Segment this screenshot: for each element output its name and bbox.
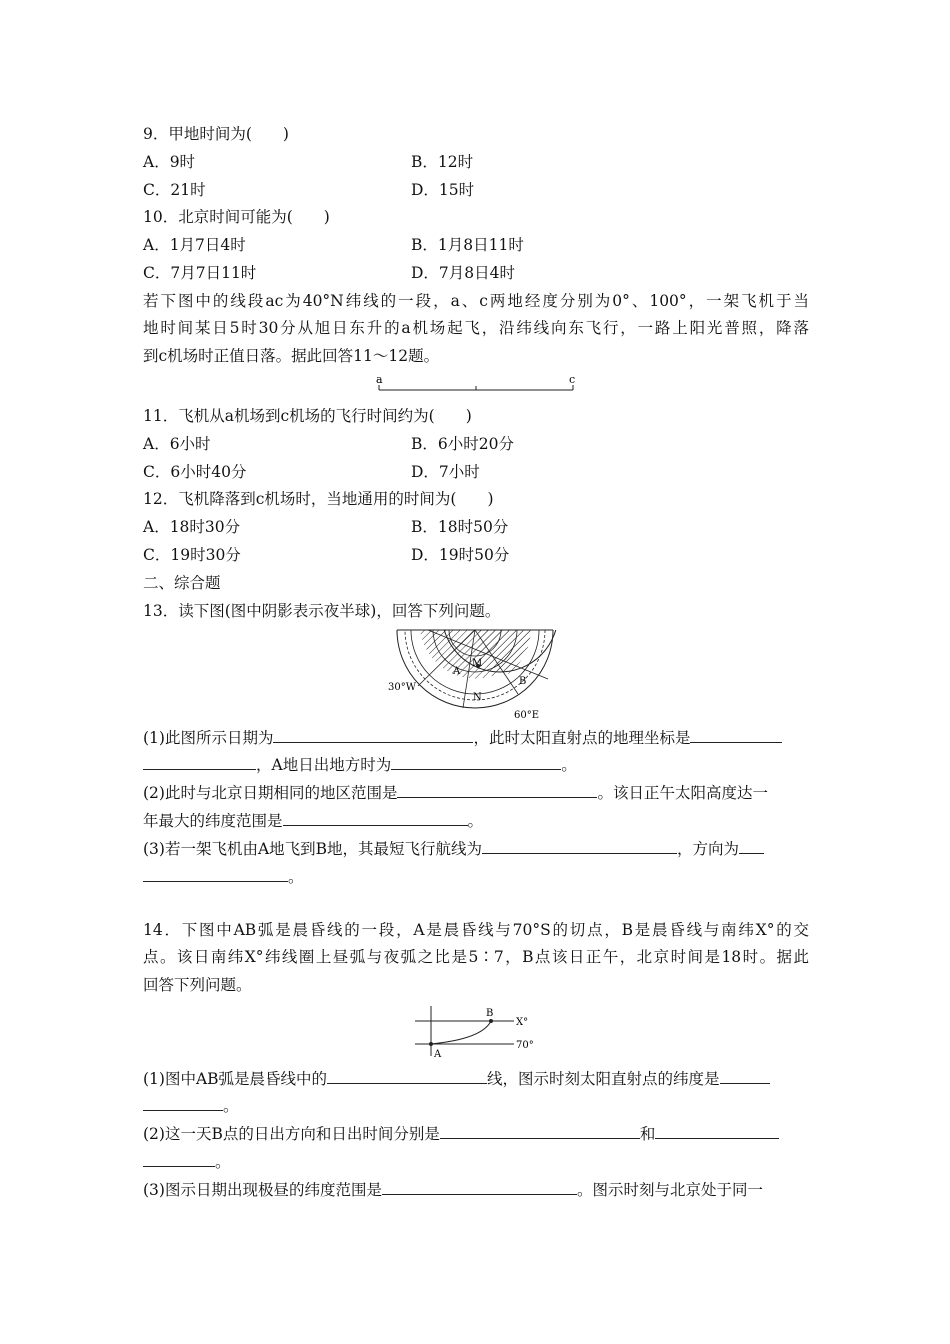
figure-q14-terminator bbox=[410, 1005, 545, 1061]
q13-p2-text-c: 年最大的纬度范围是 bbox=[143, 812, 283, 830]
q13-p3-text-b: ，方向为 bbox=[677, 840, 740, 858]
q12-options-row2 bbox=[143, 545, 510, 565]
q10-options-row2 bbox=[143, 263, 516, 283]
q11-stem: 11．飞机从a机场到c机场的飞行时间约为( ) bbox=[143, 407, 472, 425]
q9-option-b: B．12时 bbox=[411, 153, 474, 171]
q11-option-c: C．6小时40分 bbox=[143, 463, 247, 481]
q13-fig-label-30w: 30°W bbox=[388, 682, 417, 693]
q14-p2-blank-time[interactable] bbox=[655, 1123, 779, 1139]
q13-p3-line2 bbox=[143, 866, 304, 887]
q13-stem: 13．读下图(图中阴影表示夜半球)，回答下列问题。 bbox=[143, 602, 501, 620]
q13-p1-line1 bbox=[143, 727, 782, 748]
figure-q13-polar-view bbox=[388, 624, 563, 724]
q10-stem: 10．北京时间可能为( ) bbox=[143, 208, 330, 226]
q14-fig-label-a: A bbox=[434, 1049, 442, 1060]
intro-line-3: 到c机场时正值日落。据此回答11～12题。 bbox=[143, 347, 440, 365]
q14-p2-text-c: 。 bbox=[215, 1153, 231, 1171]
q12-option-b: B．18时50分 bbox=[411, 518, 509, 536]
intro-line-1: 若下图中的线段ac为40°N纬线的一段，a、c两地经度分别为0°、100°，一架飞机于当 bbox=[143, 292, 809, 310]
q11-option-a: A．6小时 bbox=[143, 435, 211, 453]
q13-p2-blank-range[interactable] bbox=[397, 782, 597, 798]
q14-p3-text-a: (3)图示日期出现极昼的纬度范围是 bbox=[143, 1181, 382, 1199]
q13-p1-blank-sunrise[interactable] bbox=[391, 754, 561, 770]
q9-option-d: D．15时 bbox=[411, 181, 475, 199]
intro-line-2: 地时间某日5时30分从旭日东升的a机场起飞，沿纬线向东飞行，一路上阳光普照，降落 bbox=[143, 319, 809, 337]
q10-option-b: B．1月8日11时 bbox=[411, 236, 524, 254]
q13-p1-blank-date[interactable] bbox=[273, 727, 473, 743]
q13-fig-label-a: A bbox=[453, 666, 461, 677]
q13-p1-text-b: ，此时太阳直射点的地理坐标是 bbox=[473, 729, 691, 747]
q9-option-a: A．9时 bbox=[143, 153, 196, 171]
q10-option-a: A．1月7日4时 bbox=[143, 236, 246, 254]
q13-p3-line1 bbox=[143, 838, 764, 859]
figure-ac-label-c: c bbox=[569, 373, 576, 386]
q14-fig-label-b: B bbox=[486, 1008, 494, 1019]
q14-p1-text-a: (1)图中AB弧是晨昏线中的 bbox=[143, 1070, 328, 1088]
q13-p3-text-a: (3)若一架飞机由A地飞到B地，其最短飞行航线为 bbox=[143, 840, 483, 858]
q14-p2-blank-direction[interactable] bbox=[440, 1123, 640, 1139]
q11-option-b: B．6小时20分 bbox=[411, 435, 514, 453]
q13-p1-line2 bbox=[143, 754, 577, 775]
q14-p1-text-b: 线，图示时刻太阳直射点的纬度是 bbox=[487, 1070, 720, 1088]
q14-stem-line3: 回答下列问题。 bbox=[143, 976, 252, 994]
q10-option-c: C．7月7日11时 bbox=[143, 264, 257, 282]
q11-option-d: D．7小时 bbox=[411, 463, 480, 481]
q13-fig-label-n: N bbox=[473, 692, 482, 703]
q13-p2-line1 bbox=[143, 782, 768, 803]
q14-p2-blank-time-cont[interactable] bbox=[143, 1151, 215, 1167]
q9-options-row2 bbox=[143, 180, 475, 200]
q14-stem-line1: 14．下图中AB弧是晨昏线的一段，A是晨昏线与70°S的切点，B是晨昏线与南纬X°的交 bbox=[143, 921, 809, 939]
q14-p1-line1 bbox=[143, 1068, 770, 1089]
q13-fig-label-m: M bbox=[472, 658, 483, 669]
section-heading: 二、综合题 bbox=[143, 574, 221, 592]
q12-options-row1 bbox=[143, 517, 509, 537]
q13-p3-blank-direction-cont[interactable] bbox=[143, 866, 288, 882]
q14-p2-line1 bbox=[143, 1123, 779, 1144]
q12-option-a: A．18时30分 bbox=[143, 518, 241, 536]
q13-p3-blank-route[interactable] bbox=[482, 838, 677, 854]
q13-p1-text-d: 。 bbox=[561, 756, 577, 774]
q13-p2-text-a: (2)此时与北京日期相同的地区范围是 bbox=[143, 784, 398, 802]
q13-p1-text-a: (1)此图所示日期为 bbox=[143, 729, 274, 747]
q12-option-c: C．19时30分 bbox=[143, 546, 241, 564]
q14-p2-text-b: 和 bbox=[639, 1125, 656, 1143]
q12-stem: 12．飞机降落到c机场时，当地通用的时间为( ) bbox=[143, 490, 494, 508]
q13-p2-text-d: 。 bbox=[467, 812, 484, 830]
q14-p3-blank-range[interactable] bbox=[382, 1179, 577, 1195]
q14-p1-blank-lat-cont[interactable] bbox=[143, 1095, 223, 1111]
q14-p1-blank-line-type[interactable] bbox=[327, 1068, 487, 1084]
q13-p3-text-c: 。 bbox=[288, 868, 304, 886]
q14-p2-text-a: (2)这一天B点的日出方向和日出时间分别是 bbox=[143, 1125, 440, 1143]
q13-p2-blank-lat[interactable] bbox=[283, 810, 468, 826]
q13-p1-blank-coord[interactable] bbox=[690, 727, 782, 743]
q14-p2-line2 bbox=[143, 1151, 231, 1172]
q13-p1-text-c: ，A地日出地方时为 bbox=[256, 756, 392, 774]
q14-p3-line1 bbox=[143, 1179, 763, 1200]
q13-p2-text-b: 。该日正午太阳高度达一 bbox=[597, 784, 768, 802]
q14-p1-text-c: 。 bbox=[223, 1097, 239, 1115]
q9-options-row1 bbox=[143, 152, 474, 172]
q10-option-d: D．7月8日4时 bbox=[411, 264, 516, 282]
q14-p3-text-b: 。图示时刻与北京处于同一 bbox=[576, 1181, 763, 1199]
q13-p1-blank-coord-cont[interactable] bbox=[143, 754, 256, 770]
q12-option-d: D．19时50分 bbox=[411, 546, 510, 564]
q13-p2-line2 bbox=[143, 810, 483, 831]
q9-option-c: C．21时 bbox=[143, 181, 206, 199]
q13-fig-label-60e: 60°E bbox=[514, 710, 540, 721]
q13-fig-label-b: B bbox=[519, 676, 527, 687]
q11-options-row2 bbox=[143, 462, 480, 482]
q14-p1-blank-lat[interactable] bbox=[720, 1068, 770, 1084]
q11-options-row1 bbox=[143, 434, 514, 454]
q14-fig-label-x: X° bbox=[516, 1017, 529, 1028]
q14-p1-line2 bbox=[143, 1095, 239, 1116]
figure-ac-label-a: a bbox=[376, 373, 383, 386]
q10-options-row1 bbox=[143, 235, 524, 255]
q14-fig-label-70: 70° bbox=[516, 1040, 534, 1051]
figure-ac-segment bbox=[370, 372, 585, 396]
q13-p3-blank-direction[interactable] bbox=[739, 838, 764, 854]
q9-stem: 9．甲地时间为( ) bbox=[143, 125, 289, 143]
q14-stem-line2: 点。该日南纬X°纬线圈上昼弧与夜弧之比是5∶7，B点该日正午，北京时间是18时。据此 bbox=[143, 948, 809, 966]
